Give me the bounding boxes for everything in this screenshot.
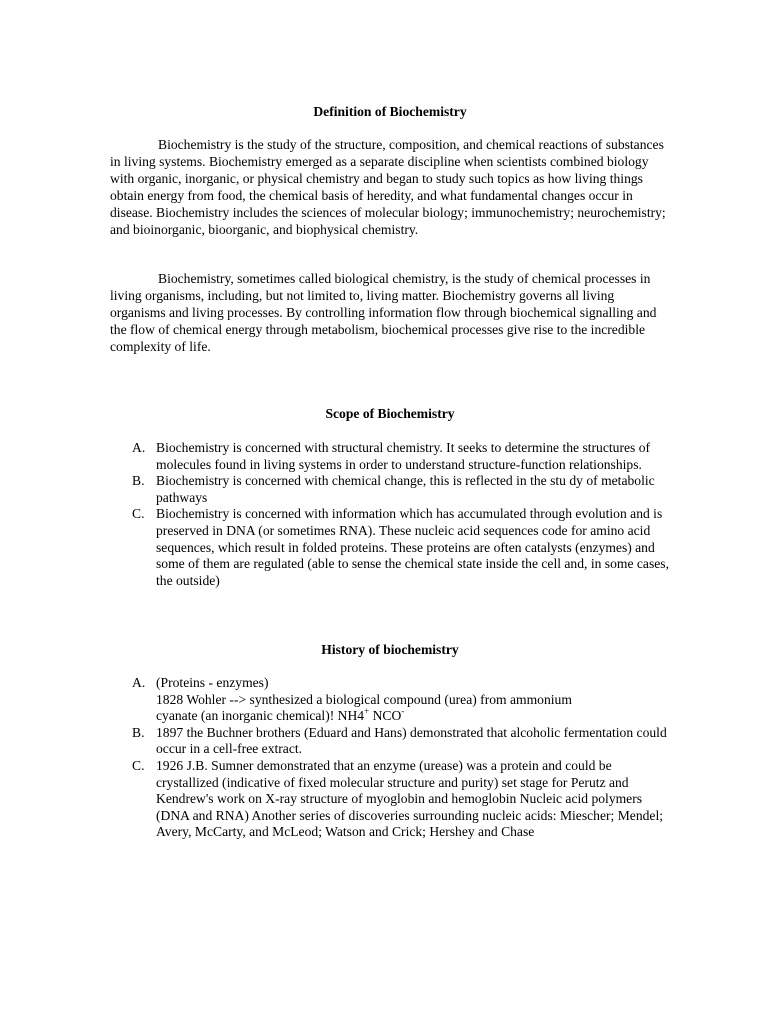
list-marker: B.	[132, 724, 145, 740]
history-item-a-line-2: 1828 Wohler --> synthesized a biological compound (urea) from ammonium	[156, 691, 572, 707]
history-item-a	[110, 675, 670, 725]
chemical-text: NCO	[369, 708, 402, 724]
scope-item-a	[110, 440, 670, 473]
history-item-text: 1926 J.B. Sumner demonstrated that an enzyme (urease) was a protein and could be crystallized (indicative of fixed molecular structure and purity) set stage for Perutz and Kendrew's work on X-ray structure of myoglobin and hemoglobin Nucleic acid polymers (DNA and RNA) Another series of discoveries surrounding nucleic acids: Miescher; Mendel; Avery, McCarty, and McLeod; Watson and Crick; Hershey and Chase	[156, 757, 663, 840]
history-item-c	[110, 758, 670, 841]
scope-item-c	[110, 506, 670, 589]
scope-heading: Scope of Biochemistry	[325, 406, 455, 421]
history-item-a-line-3	[156, 705, 670, 725]
definition-paragraph-2: Biochemistry, sometimes called biological chemistry, is the study of chemical processes in living organisms, including, but not limited to, living matter. Biochemistry governs all living organisms and living processes. By controlling information flow through biochemical signalling and the flow of chemical energy through metabolism, biochemical processes give rise to the incredible complexity of life.	[110, 271, 657, 354]
history-list	[110, 675, 670, 841]
list-marker: A.	[132, 440, 146, 455]
scope-list	[110, 440, 670, 589]
history-item-a-line-1: (Proteins - enzymes)	[156, 675, 269, 690]
superscript-plus: +	[364, 705, 370, 716]
history-item-b	[110, 725, 670, 758]
list-marker: C.	[132, 757, 145, 773]
definition-paragraph-1: Biochemistry is the study of the structure, composition, and chemical reactions of substances in living systems. Biochemistry emerged as a separate discipline when scientists combined biology with organic, inorganic, or physical chemistry and began to study such topics as how living things obtain energy from food, the chemical basis of heredity, and what fundamental changes occur in disease. Biochemistry includes the sciences of molecular biology; immunochemistry; neurochemistry; and bioinorganic, bioorganic, and biophysical chemistry.	[110, 137, 666, 237]
scope-item-text: Biochemistry is concerned with information which has accumulated through evolution and is preserved in DNA (or sometimes RNA). These nucleic acid sequences code for amino acid sequences, which result in folded proteins. These proteins are often catalysts (enzymes) and some of them are regulated (able to sense the chemical state inside the cell and, in some cases, the outside)	[156, 506, 669, 588]
list-marker: B.	[132, 473, 145, 489]
list-marker: A.	[132, 675, 146, 690]
scope-item-b	[110, 473, 670, 506]
list-marker: C.	[132, 506, 145, 522]
scope-item-text: Biochemistry is concerned with structural chemistry. It seeks to determine the structures of molecules found in living systems in order to understand structure-function relationships.	[156, 440, 651, 472]
scope-item-text: Biochemistry is concerned with chemical change, this is reflected in the stu dy of metabolic pathways	[156, 473, 655, 505]
chemical-text: cyanate (an inorganic chemical)! NH4	[156, 708, 365, 724]
history-heading: History of biochemistry	[321, 642, 459, 657]
superscript-minus: -	[401, 705, 405, 716]
definition-heading: Definition of Biochemistry	[313, 104, 467, 119]
history-item-text: 1897 the Buchner brothers (Eduard and Hans) demonstrated that alcoholic fermentation could occur in a cell-free extract.	[156, 724, 667, 757]
